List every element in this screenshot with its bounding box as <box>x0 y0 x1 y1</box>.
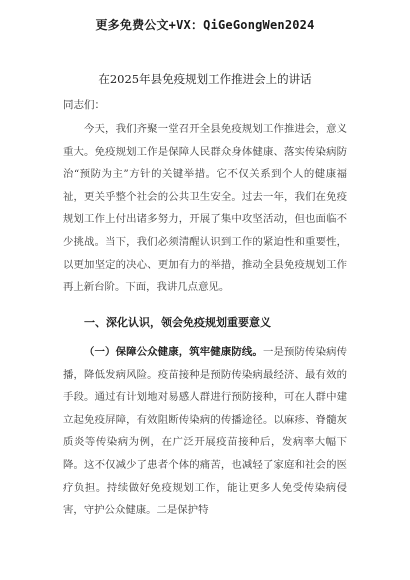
intro-paragraph: 今天，我们齐聚一堂召开全县免疫规划工作推进会，意义重大。免疫规划工作是保障人民群众身体健康、落实传染病防治“预防为主”方针的关键举措。它不仅关系到个人的健康福祉，更关乎整个社会的公共卫生安全。过去一年，我们在免疫规划工作上付出诸多努力，开展了集中攻坚活动，但也面临不少挑战。当下，我们必须清醒认识到工作的紧迫性和重要性，以更加坚定的决心、更加有力的举措，推动全县免疫规划工作再上新台阶。下面，我讲几点意见。 <box>63 123 347 294</box>
watermark-text: 更多免费公文+VX：QiGeGongWen2024 <box>95 18 315 32</box>
section-heading: 一、深化认识，领会免疫规划重要意义 <box>84 316 271 329</box>
body-paragraph-text: 一是预防传染病传播，降低发病风险。疫苗接种是预防传染病最经济、最有效的手段。通过有计划地对易感人群进行预防接种，可在人群中建立起免疫屏障，有效阻断传染病的传播途径。以麻疹、脊髓灰质炎等传染病为例，在广泛开展疫苗接种后，发病率大幅下降。这不仅减少了患者个体的痛苦，也减轻了家庭和社会的医疗负担。持续做好免疫规划工作，能让更多人免受传染病侵害，守护公众健康。二是保护特 <box>63 346 348 517</box>
subsection-heading: （一）保障公众健康，筑牢健康防线。 <box>84 346 263 358</box>
body-paragraph <box>63 341 347 522</box>
salutation: 同志们： <box>63 99 105 111</box>
document-title: 在2025年县免疫规划工作推进会上的讲话 <box>98 72 312 86</box>
